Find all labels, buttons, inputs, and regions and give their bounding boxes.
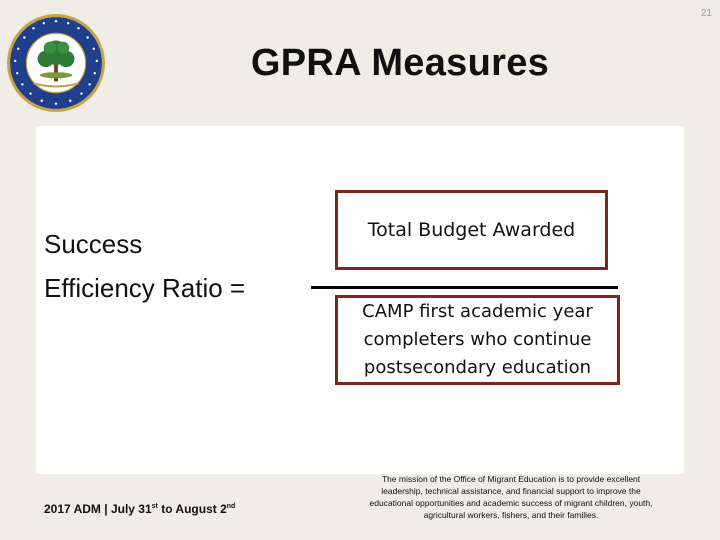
footer-mission-statement — [338, 473, 684, 521]
formula-left-side — [44, 222, 245, 310]
fraction-divider — [311, 286, 618, 289]
denominator-line2: completers who continue — [363, 329, 592, 350]
formula-denominator — [335, 295, 620, 385]
slide-title: GPRA Measures — [250, 42, 550, 84]
slide-number: 21 — [700, 8, 712, 19]
denominator-line3: postsecondary education — [363, 357, 592, 378]
numerator-text: Total Budget Awarded — [367, 219, 576, 241]
mission-line1: The mission of the Office of Migrant Education is to provide excellent — [381, 474, 641, 484]
footer-date-prefix: 2017 ADM | July 31 — [44, 502, 152, 516]
footer-date-sup1: st — [151, 503, 158, 510]
formula-lhs-line1: Success — [44, 229, 143, 259]
mission-line2: leadership, technical assistance, and financial support to improve the — [381, 486, 641, 496]
formula-lhs-line2: Efficiency Ratio = — [44, 273, 246, 303]
mission-line3: educational opportunities and academic success of migrant children, youth, — [369, 498, 653, 508]
footer-date-sup2: nd — [226, 503, 236, 510]
footer-event-date — [44, 502, 235, 516]
mission-line4: agricultural workers, fishers, and their families. — [423, 510, 599, 520]
formula-numerator — [335, 190, 608, 270]
denominator-line1: CAMP first academic year — [362, 301, 593, 322]
footer-date-middle: to August 2 — [157, 502, 227, 516]
